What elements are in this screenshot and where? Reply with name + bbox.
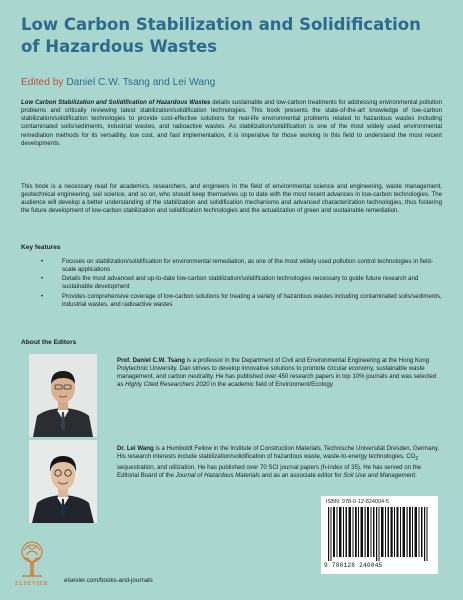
editor2-bio-text-d: . <box>415 471 417 479</box>
key-features-list <box>21 258 442 310</box>
list-item <box>21 258 442 274</box>
bullet-icon: • <box>41 276 44 283</box>
book-title <box>21 14 441 58</box>
list-item <box>21 293 442 309</box>
editor2-name: Dr. Lei Wang <box>117 445 154 452</box>
bullet-icon: • <box>41 259 44 265</box>
editors-line <box>21 77 215 88</box>
editor2-journal-1: Journal of Hazardous Materials <box>175 471 260 479</box>
editor2-photo <box>29 440 97 523</box>
editor-names: Daniel C.W. Tsang and Lei Wang <box>66 77 216 88</box>
barcode-icon <box>326 507 433 561</box>
editor2-bio-text-a: is a Humboldt Fellow in the Institute of Construction Materials, Technische Universität Dresden, Germany. His research interests include stabilization/solidification of hazardous waste, waste-to-energy technologies, CO <box>117 445 440 461</box>
isbn-label: ISBN: 978-0-12-824004-5 <box>326 499 389 505</box>
description-paragraph-2: This book is a necessary read for academics, researchers, and engineers in the field of environmental science and engineering, waste management, geotechnical engineering, soil science, and so on, who should keep themselves up to date with the most recent advances in low-carbon technologies. The audience will develop a better understanding of the stabilization and solidification mechanisms and advanced characterization technologies, thus fostering the future development of low-carbon stabilization and solidification technologies and the actualization of green and sustainable remediation. <box>21 183 442 215</box>
editor1-bio-text-a: is a professor in the Department of Civil and Environmental Engineering at the Hong Kong Polytechnic University. Dan strives to develop innovative solutions to promote circular economy, sustainable waste management, and carbon neutrality. He has published over 450 research papers in top 10% journals and was selected as <box>117 357 437 389</box>
editor1-bio-text-b: in the academic field of Environment/Ecology. <box>209 381 335 389</box>
editor1-bio <box>117 357 442 390</box>
editor1-photo <box>29 354 97 437</box>
edited-by-label: Edited by <box>21 77 64 88</box>
description-p1-text: details sustainable and low-carbon treatments for addressing environmental pollution problems and critically reviewing latest stabilization/solidification technologies. This book presents the state-of-the-art knowledge of low-carbon stabilization/solidification technologies to provide cost-effective solutions for real-life environmental problems related to hazardous wastes including contaminated soils/sediments, industrial wastes, and radioactive wastes. As stabilization/solidification is one of the most widely used environmental remediation methods for its versatility, low cost, and fast implementation, it is imperative for those working in this field to understand the most recent developments. <box>21 99 442 147</box>
editor2-bio-text-c: and as an associate editor for <box>259 471 344 479</box>
key-features-heading: Key features <box>21 244 61 251</box>
book-title-line2: of Hazardous Wastes <box>21 37 218 56</box>
about-editors-heading: About the Editors <box>21 339 77 346</box>
editor2-bio-subscript: 2 <box>415 456 419 463</box>
isbn-barcode-box <box>321 496 438 574</box>
editor2-journal-2: Soil Use and Management <box>343 471 416 479</box>
editor1-name: Prof. Daniel C.W. Tsang <box>117 357 185 364</box>
publisher-name: ELSEVIER <box>15 580 48 587</box>
editor2-bio-text-b: sequestration, and utilization. He has published over 70 SCI journal papers (h-index of 35). He has served on the Editorial Board of the <box>117 463 422 479</box>
publisher-url[interactable]: elsevier.com/books-and-journals <box>64 577 153 584</box>
description-paragraph-1 <box>21 99 442 148</box>
editor1-bio-italic: Highly Cited Researchers 2020 <box>125 381 210 389</box>
editor2-bio <box>117 445 442 480</box>
key-feature-text: Focuses on stabilization/solidification for environmental remediation, as one of the most widely used pollution control technologies in field-scale applications <box>62 258 433 274</box>
key-feature-text: Details the most advanced and up-to-date low-carbon stabilization/solidification technologies necessary to guide future research and sustainable development <box>62 275 419 291</box>
elsevier-tree-logo-icon <box>18 538 46 578</box>
key-feature-text: Provides comprehensive coverage of low-carbon solutions for treating a variety of hazardous wastes including contaminated soils/sediments, industrial wastes, and radioactive wastes <box>62 292 442 308</box>
description-book-title: Low Carbon Stabilization and Solidification of Hazardous Wastes <box>21 99 211 106</box>
barcode-digits: 9 780128 240045 <box>324 562 383 569</box>
bullet-icon: • <box>41 293 44 300</box>
list-item <box>21 275 442 291</box>
book-title-line1: Low Carbon Stabilization and Solidification <box>21 15 421 34</box>
